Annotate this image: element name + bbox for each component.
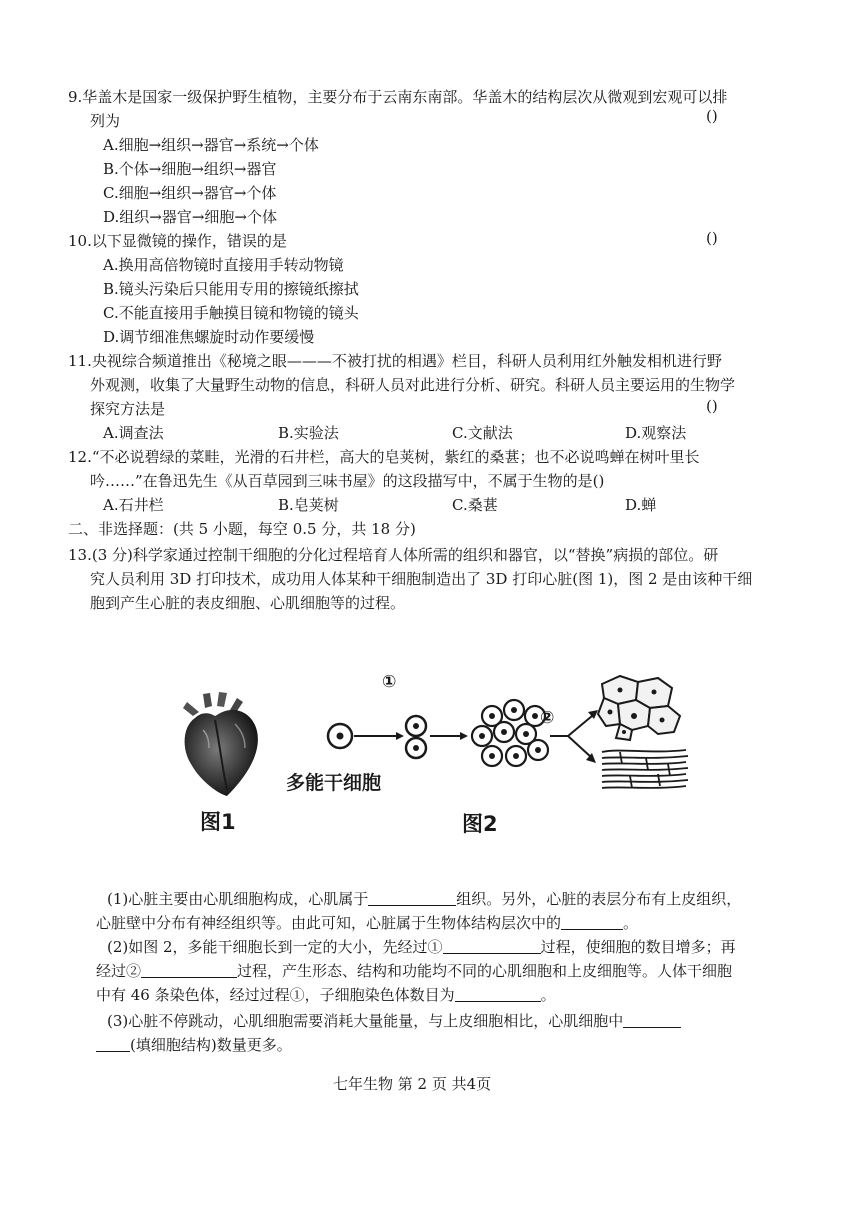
q9-stem-line2: 列为 [90, 112, 121, 130]
step-2-marker: ② [540, 708, 555, 728]
q12-option-a: A.石井栏 [103, 496, 164, 514]
q11-option-a: A.调查法 [103, 424, 164, 442]
q12-stem-line2: 吟……”在鲁迅先生《从百草园到三味书屋》的这段描写中，不属于生物的是() [90, 472, 605, 490]
cell-cluster [472, 700, 548, 766]
q13-part2-line1: (2)如图 2，多能干细胞长到一定的大小，先经过① 过程，使细胞的数目增多；再 [107, 938, 736, 956]
q12-option-c: C.桑葚 [452, 496, 498, 514]
q9-option-b: B.个体→细胞→组织→器官 [103, 160, 277, 178]
section-2-heading: 二、非选择题：(共 5 小题，每空 0.5 分，共 18 分) [68, 520, 416, 538]
q10-answer-paren: () [706, 229, 718, 247]
q13-part3-blank-1a[interactable] [623, 1012, 681, 1028]
q13-stem-line3: 胞到产生心脏的表皮细胞、心肌细胞等的过程。 [90, 594, 406, 612]
q13-part2-line2: 经过② 过程，产生形态、结构和功能均不同的心肌细胞和上皮细胞等。人体干细胞 [96, 962, 733, 980]
step-1-marker: ① [382, 672, 397, 692]
figure-1-label: 图1 [200, 810, 236, 834]
q13-part1-line2: 心脏壁中分布有神经组织等。由此可知，心脏属于生物体结构层次中的 。 [96, 914, 639, 932]
q13-stem-line2: 究人员利用 3D 打印技术，成功用人体某种干细胞制造出了 3D 打印心脏(图 1)，图 2 是由该种干细 [90, 570, 753, 588]
stem-cell [328, 724, 352, 748]
q12-option-d: D.蝉 [625, 496, 657, 514]
q13-part3-line1: (3)心脏不停跳动，心肌细胞需要消耗大量能量，与上皮细胞相比，心肌细胞中 [107, 1011, 681, 1031]
q13-stem-line1: 13.(3 分)科学家通过控制干细胞的分化过程培育人体所需的组织和器官，以“替换”病损的部位。研 [68, 546, 719, 564]
figure-2-label: 图2 [462, 812, 498, 836]
q9-option-d: D.组织→器官→细胞→个体 [103, 208, 277, 226]
q11-answer-paren: () [706, 397, 718, 415]
divided-cells [406, 716, 426, 758]
q13-part1-line1: (1)心脏主要由心肌细胞构成，心肌属于 组织。另外，心脏的表层分布有上皮组织， [107, 890, 742, 908]
heart-image [175, 690, 265, 800]
q9-answer-paren: () [706, 107, 718, 125]
q11-stem-line3: 探究方法是 [90, 400, 166, 418]
q10-option-b: B.镜头污染后只能用专用的擦镜纸擦拭 [103, 280, 359, 298]
q9-option-a: A.细胞→组织→器官→系统→个体 [103, 136, 319, 154]
q12-stem-line1: 12.“不必说碧绿的菜畦，光滑的石井栏，高大的皂荚树，紫红的桑葚；也不必说鸣蝉在树叶里长 [68, 448, 700, 466]
q11-option-d: D.观察法 [625, 424, 687, 442]
q11-option-b: B.实验法 [278, 424, 339, 442]
q11-stem-line1: 11.央视综合频道推出《秘境之眼———不被打扰的相遇》栏目，科研人员利用红外触发相机进行野 [68, 352, 722, 370]
q13-part2-line3: 中有 46 条染色体，经过过程①，子细胞染色体数目为 。 [96, 986, 556, 1004]
q13-part1-blank-1[interactable] [368, 890, 456, 906]
q13-part2-blank-3[interactable] [455, 986, 541, 1002]
q13-part3-blank-1b[interactable] [96, 1036, 130, 1052]
q10-stem: 10.以下显微镜的操作，错误的是 [68, 232, 287, 250]
q13-part2-blank-2[interactable] [141, 962, 237, 978]
q10-option-a: A.换用高倍物镜时直接用手转动物镜 [103, 256, 344, 274]
cardiac-muscle-cells [602, 750, 688, 788]
q13-part1-blank-2[interactable] [561, 914, 623, 930]
q9-stem-line1: 9.华盖木是国家一级保护野生植物，主要分布于云南东南部。华盖木的结构层次从微观到宏观可以排 [68, 88, 728, 106]
q13-part2-blank-1[interactable] [443, 938, 541, 954]
q11-option-c: C.文献法 [452, 424, 513, 442]
page-footer: 七年生物 第 2 页 共4页 [333, 1075, 492, 1093]
q9-option-c: C.细胞→组织→器官→个体 [103, 184, 277, 202]
epithelial-cells [598, 676, 680, 740]
q12-option-b: B.皂荚树 [278, 496, 339, 514]
q10-option-c: C.不能直接用手触摸目镜和物镜的镜头 [103, 304, 359, 322]
q13-part3-line2: (填细胞结构)数量更多。 [96, 1035, 292, 1055]
pluripotent-stem-cell-label: 多能干细胞 [286, 772, 382, 794]
q10-option-d: D.调节细准焦螺旋时动作要缓慢 [103, 328, 315, 346]
q11-stem-line2: 外观测，收集了大量野生动物的信息，科研人员对此进行分析、研究。科研人员主要运用的生物学 [90, 376, 736, 394]
